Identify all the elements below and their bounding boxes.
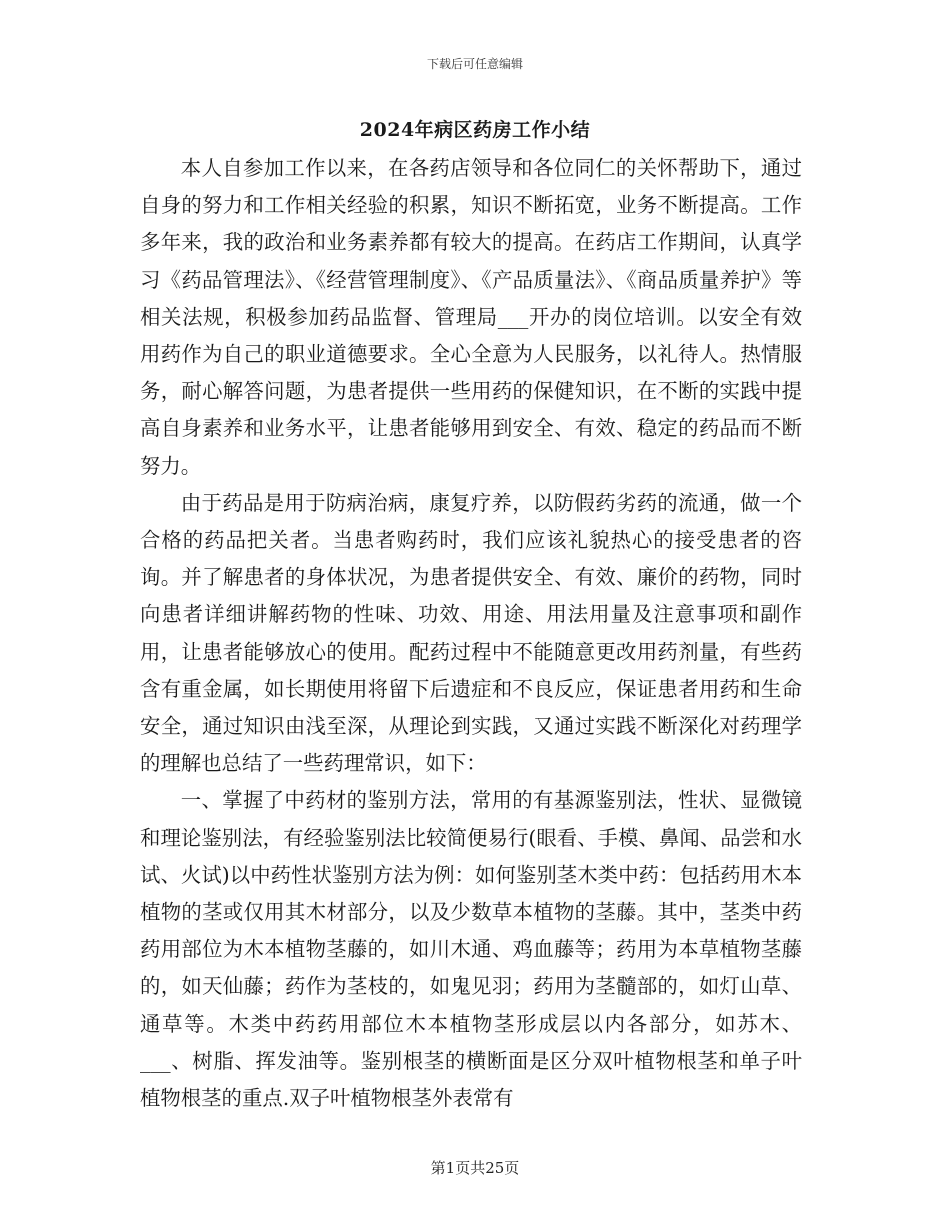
page-number: 第1页共25页 bbox=[430, 1159, 520, 1177]
header-note: 下载后可任意编辑 bbox=[426, 57, 523, 71]
paragraph-3: 一、掌握了中药材的鉴别方法，常用的有基源鉴别法，性状、显微镜和理论鉴别法，有经验鉴别法比较简便易行(眼看、手模、鼻闻、品尝和水试、火试)以中药性状鉴别方法为例：如何鉴别茎木类中药：包括药用木本植物的茎或仅用其木材部分，以及少数草本植物的茎藤。其中，茎类中药药用部位为木本植物茎藤的，如川木通、鸡血藤等；药用为本草植物茎藤的，如天仙藤；药作为茎枝的，如鬼见羽；药用为茎髓部的，如灯山草、通草等。木类中药药用部位木本植物茎形成层以内各部分，如苏木、___、树脂、挥发油等。鉴别根茎的横断面是区分双叶植物根茎和单子叶植物根茎的重点.双子叶植物根茎外表常有 bbox=[140, 788, 802, 1111]
paragraph-2: 由于药品是用于防病治病，康复疗养，以防假药劣药的流通，做一个合格的药品把关者。当患者购药时，我们应该礼貌热心的接受患者的咨询。并了解患者的身体状况，为患者提供安全、有效、廉价的药物，同时向患者详细讲解药物的性味、功效、用途、用法用量及注意事项和副作用，让患者能够放心的使用。配药过程中不能随意更改用药剂量，有些药含有重金属，如长期使用将留下后遗症和不良反应，保证患者用药和生命安全，通过知识由浅至深，从理论到实践，又通过实践不断深化对药理学的理解也总结了一些药理常识，如下： bbox=[140, 490, 802, 776]
paragraph-1: 本人自参加工作以来，在各药店领导和各位同仁的关怀帮助下，通过自身的努力和工作相关经验的积累，知识不断拓宽，业务不断提高。工作多年来，我的政治和业务素养都有较大的提高。在药店工作期间，认真学习《药品管理法》、《经营管理制度》、《产品质量法》、《商品质量养护》等相关法规，积极参加药品监督、管理局___开办的岗位培训。以安全有效用药作为自己的职业道德要求。全心全意为人民服务，以礼待人。热情服务，耐心解答问题，为患者提供一些用药的保健知识，在不断的实践中提高自身素养和业务水平，让患者能够用到安全、有效、稳定的药品而不断努力。 bbox=[140, 156, 802, 478]
document-body bbox=[140, 150, 802, 1117]
document-title: 2024年病区药房工作小结 bbox=[359, 119, 591, 141]
